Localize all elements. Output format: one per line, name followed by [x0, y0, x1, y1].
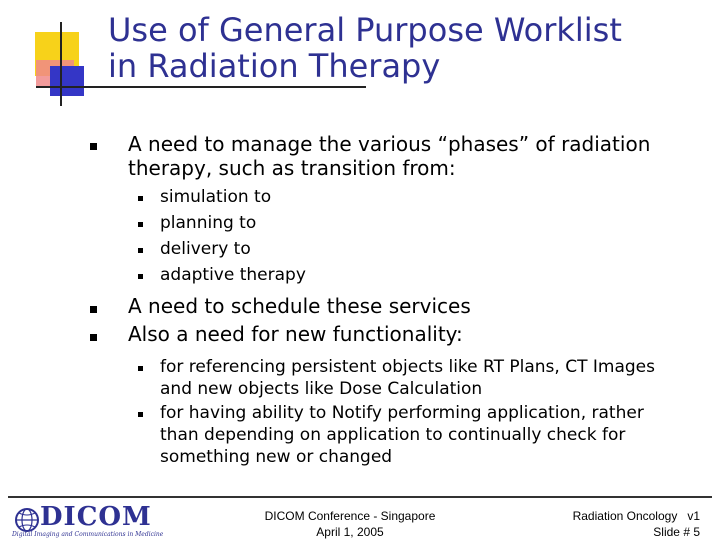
footer-divider	[8, 496, 712, 498]
bullet-marker	[90, 334, 97, 341]
functionality-item	[160, 402, 710, 468]
sub-bullet-marker	[138, 274, 143, 279]
phase-item: delivery to	[160, 239, 251, 259]
footer-line: DICOM Conference - Singapore	[264, 509, 436, 523]
sub-bullet-marker	[138, 412, 143, 417]
sub-bullet-marker	[138, 248, 143, 253]
slide-title	[108, 12, 622, 84]
footer-line: April 1, 2005	[316, 525, 384, 539]
phase-item: simulation to	[160, 187, 272, 207]
functionality-line: than depending on application to continually check for	[160, 425, 626, 445]
logo-text: DICOM	[40, 502, 152, 532]
decor-vertical-line	[60, 22, 62, 106]
sub-bullet-marker	[138, 196, 143, 201]
logo-subtitle: Digital Imaging and Communications in Medicine	[12, 531, 164, 538]
functionality-line: for referencing persistent objects like RT Plans, CT Images	[160, 357, 655, 377]
bullet-text: Also a need for new functionality:	[128, 322, 463, 346]
decor-horizontal-line	[36, 86, 366, 88]
bullet-text	[128, 132, 650, 180]
footer-line: Slide # 5	[653, 525, 700, 539]
footer-conference	[250, 508, 450, 540]
bullet-marker	[90, 143, 97, 150]
bullet-line: therapy, such as transition from:	[128, 156, 456, 180]
title-line: Use of General Purpose Worklist	[108, 11, 622, 49]
footer-line: Radiation Oncology v1	[572, 509, 700, 523]
phase-item: planning to	[160, 213, 257, 233]
decor-blue-square	[50, 66, 84, 96]
bullet-line: A need to manage the various “phases” of radiation	[128, 132, 651, 156]
functionality-line: for having ability to Notify performing application, rather	[160, 403, 644, 423]
title-line: in Radiation Therapy	[108, 47, 441, 85]
phase-item: adaptive therapy	[160, 265, 306, 285]
bullet-marker	[90, 306, 97, 313]
functionality-line: something new or changed	[160, 447, 393, 467]
sub-bullet-marker	[138, 222, 143, 227]
sub-bullet-marker	[138, 366, 143, 371]
footer-slide-info	[540, 508, 700, 540]
functionality-item	[160, 356, 710, 400]
bullet-text: A need to schedule these services	[128, 294, 471, 318]
functionality-line: and new objects like Dose Calculation	[160, 379, 483, 399]
